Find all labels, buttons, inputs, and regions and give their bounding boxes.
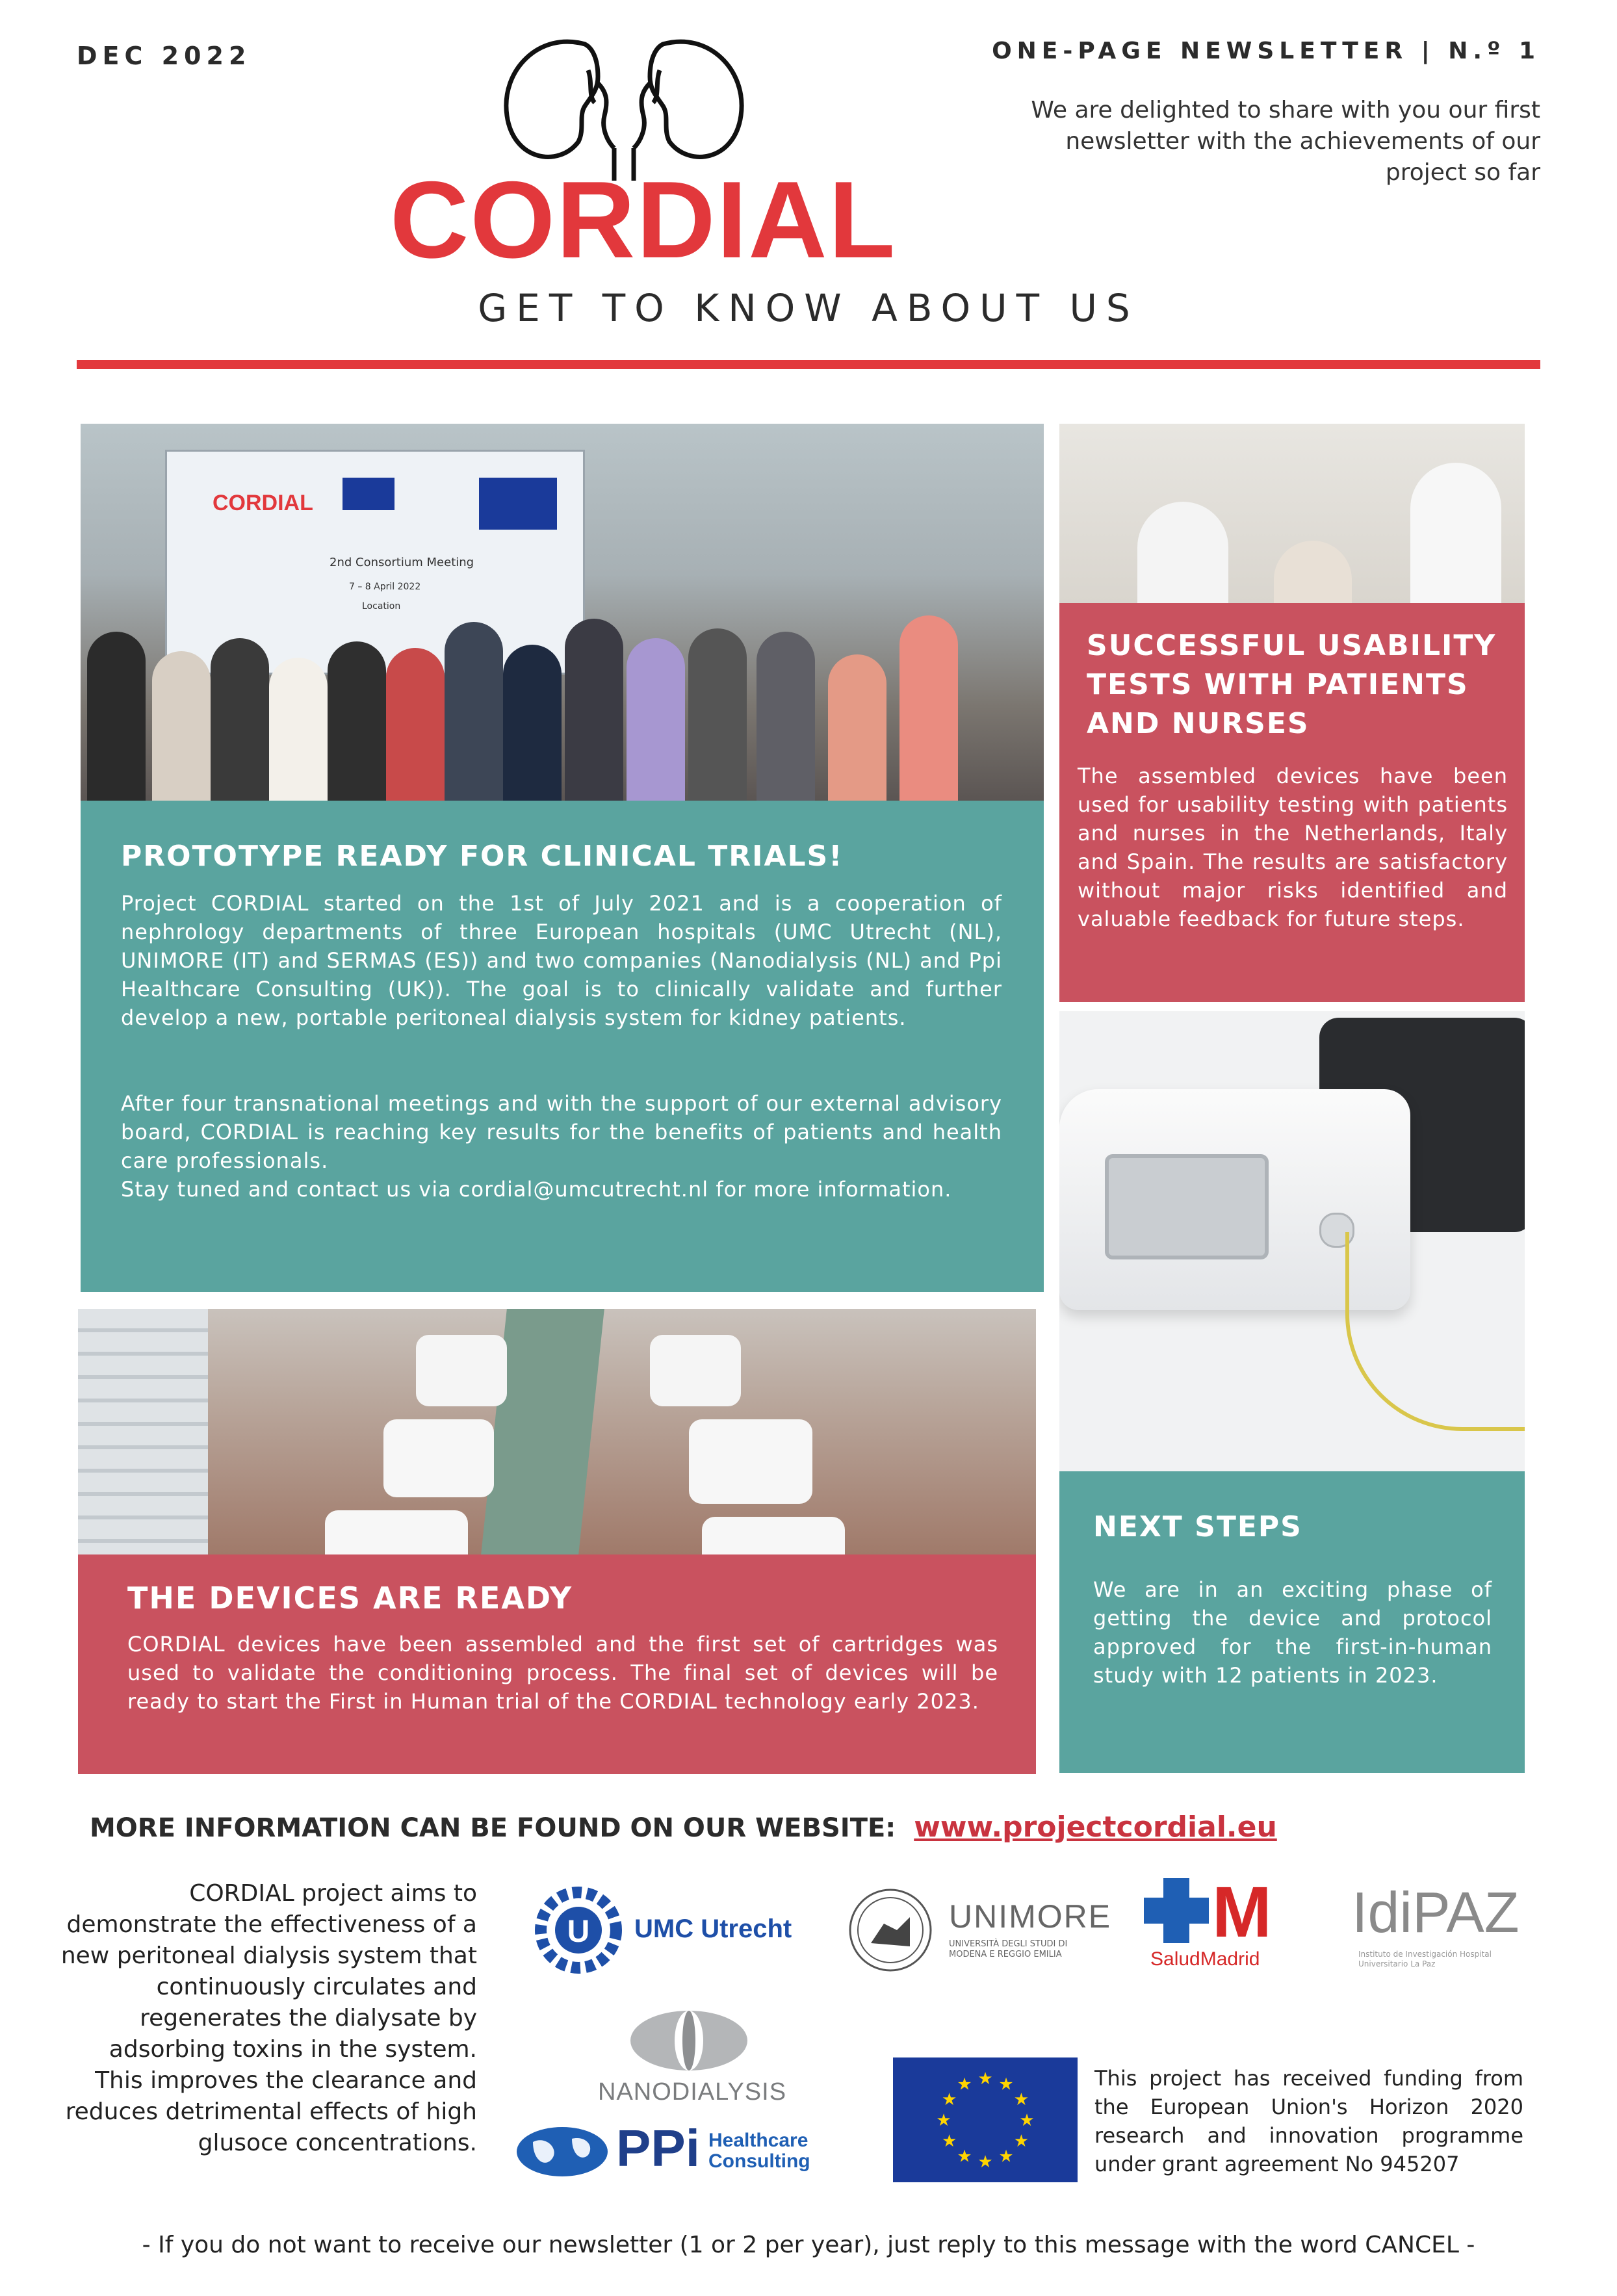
idipaz-text: IdiPAZ bbox=[1352, 1880, 1520, 1944]
ppi-globe-icon bbox=[513, 2122, 611, 2181]
person bbox=[152, 651, 211, 801]
eu-flag bbox=[893, 2057, 1078, 2182]
person bbox=[757, 632, 815, 801]
salud-madrid-logo bbox=[1144, 1872, 1293, 1976]
funding-statement: This project has received funding from the European Union's Horizon 2020 research and innovation programme under grant agreement No 945207 bbox=[1094, 2066, 1523, 2176]
newsletter-title: ONE-PAGE NEWSLETTER | N.º 1 bbox=[992, 38, 1540, 64]
person bbox=[503, 645, 562, 801]
person bbox=[1274, 541, 1352, 603]
nanodialysis-logo bbox=[585, 2008, 793, 2106]
person bbox=[87, 632, 146, 801]
device-unit bbox=[416, 1335, 507, 1406]
unimore-seal-icon bbox=[845, 1885, 936, 1976]
idipaz-subtitle: Instituto de Investigación Hospital Universitario La Paz bbox=[1358, 1950, 1492, 1968]
person bbox=[627, 638, 685, 801]
svg-text:U: U bbox=[567, 1915, 590, 1949]
device-tubing bbox=[1345, 1232, 1525, 1431]
newsletter-date: DEC 2022 bbox=[77, 42, 252, 70]
dialysis-device-photo bbox=[1059, 1011, 1525, 1471]
umc-utrecht-icon bbox=[533, 1885, 624, 1976]
prototype-paragraph-3: Stay tuned and contact us via cordial@umcutrecht.nl for more information. bbox=[121, 1177, 952, 1202]
nanodialysis-icon bbox=[624, 2008, 754, 2073]
eu-star-icon: ★ bbox=[998, 2147, 1014, 2167]
prototype-title: PROTOTYPE READY FOR CLINICAL TRIALS! bbox=[121, 840, 844, 873]
slide-title: 2nd Consortium Meeting bbox=[330, 556, 474, 569]
person bbox=[386, 648, 445, 801]
nanodialysis-text: NANODIALYSIS bbox=[598, 2078, 787, 2106]
person bbox=[1410, 463, 1501, 603]
eu-star-icon: ★ bbox=[1013, 2090, 1029, 2109]
device-unit bbox=[650, 1335, 741, 1406]
device-unit bbox=[325, 1510, 468, 1554]
header-divider bbox=[77, 360, 1540, 369]
person bbox=[269, 658, 328, 801]
project-aims: CORDIAL project aims to demonstrate the effectiveness of a new peritoneal dialysis system that continuously circulates and regenerates the dialysate by adsorbing toxins in the system. This improves the clearance and reduces detrimental effects of high glusoce concentrations. bbox=[60, 1880, 477, 2156]
slide-eu-flag bbox=[479, 478, 557, 530]
usability-test-photo bbox=[1059, 424, 1525, 603]
prototype-paragraph-1: Project CORDIAL started on the 1st of July 2021 and is a cooperation of nephrology departments of three European hospitals (UMC Utrecht (NL), UNIMORE (IT) and SERMAS (ES)) and two companies (Nanodialysis (NL) and Ppi Healthcare Consulting (UK)). The goal is to clinically validate and further develop a new, portable peritoneal dialysis system for kidney patients. bbox=[121, 891, 1002, 1030]
tagline: GET TO KNOW ABOUT US bbox=[478, 286, 1139, 330]
device-unit bbox=[702, 1517, 845, 1554]
eu-star-icon: ★ bbox=[1013, 2132, 1029, 2151]
unimore-text bbox=[949, 1898, 1111, 1935]
next-steps-title: NEXT STEPS bbox=[1093, 1510, 1302, 1543]
slide-dates: 7 – 8 April 2022 bbox=[349, 582, 421, 592]
prototype-paragraph-2: After four transnational meetings and with the support of our external advisory board, CORDIAL is reaching key results for the benefits of patients and health care professionals. bbox=[121, 1091, 1002, 1173]
devices-title: THE DEVICES ARE READY bbox=[127, 1580, 573, 1616]
eu-stars-icon bbox=[893, 2057, 1078, 2182]
assembled-devices-photo bbox=[78, 1309, 1036, 1554]
intro-text: We are delighted to share with you our first newsletter with the achievements of our project so far bbox=[1031, 97, 1540, 186]
ppi-logo bbox=[513, 2119, 832, 2190]
person bbox=[565, 619, 623, 801]
eu-star-icon: ★ bbox=[998, 2074, 1014, 2095]
website-label: MORE INFORMATION CAN BE FOUND ON OUR WEBSITE: bbox=[90, 1813, 896, 1843]
usability-body: The assembled devices have been used for usability testing with patients and nurses in the Netherlands, Italy and Spain. The results are satisfactory without major risks identified and valuable feedback for future steps. bbox=[1078, 764, 1508, 931]
eu-star-icon: ★ bbox=[941, 2090, 957, 2109]
ppi-text: PPi bbox=[616, 2119, 700, 2177]
unsubscribe-note: - If you do not want to receive our newsletter (1 or 2 per year), just reply to this message with the word CANCEL - bbox=[142, 2232, 1475, 2258]
device-screen bbox=[1105, 1154, 1269, 1259]
devices-ready-section bbox=[78, 1554, 1036, 1774]
devices-body: CORDIAL devices have been assembled and the first set of cartridges was used to validate the conditioning process. The final set of devices will be ready to start the First in Human trial of the CORDIAL technology early 2023. bbox=[127, 1632, 998, 1714]
person bbox=[899, 615, 958, 801]
umc-utrecht-logo bbox=[533, 1885, 806, 1982]
next-steps-body: We are in an exciting phase of getting the device and protocol approved for the first-in-human study with 12 patients in 2023. bbox=[1093, 1577, 1492, 1688]
salud-madrid-text: SaludMadrid bbox=[1150, 1948, 1260, 1970]
umc-utrecht-text: UMC Utrecht bbox=[634, 1915, 792, 1943]
device-unit bbox=[383, 1419, 494, 1497]
eu-star-icon: ★ bbox=[1019, 2111, 1035, 2130]
eu-star-icon: ★ bbox=[936, 2111, 951, 2130]
usability-title: SUCCESSFUL USABILITY TESTS WITH PATIENTS AND NURSES bbox=[1087, 629, 1497, 740]
unimore-logo bbox=[845, 1885, 1118, 1982]
svg-text:M: M bbox=[1212, 1872, 1272, 1943]
unimore-subtitle: UNIVERSITÀ DEGLI STUDI DI MODENA E REGGIO EMILIA bbox=[949, 1939, 1068, 1959]
person bbox=[688, 628, 747, 801]
eu-star-icon: ★ bbox=[957, 2074, 972, 2095]
eu-star-icon: ★ bbox=[977, 2069, 993, 2089]
person bbox=[445, 622, 503, 801]
slide-location: Location bbox=[362, 601, 401, 612]
salud-madrid-icon bbox=[1144, 1872, 1287, 1943]
consortium-meeting-photo bbox=[81, 424, 1044, 801]
website-line bbox=[90, 1811, 1277, 1844]
next-steps-section bbox=[1059, 1471, 1525, 1773]
person bbox=[328, 641, 386, 801]
person bbox=[1137, 502, 1228, 603]
logo-wordmark: CORDIAL bbox=[390, 159, 897, 281]
eu-star-icon: ★ bbox=[957, 2147, 972, 2167]
website-link[interactable]: www.projectcordial.eu bbox=[914, 1811, 1277, 1844]
slide-logo: CORDIAL bbox=[213, 491, 313, 515]
person bbox=[828, 654, 886, 801]
eu-star-icon: ★ bbox=[941, 2132, 957, 2151]
shelving bbox=[78, 1309, 208, 1554]
eu-star-icon: ★ bbox=[977, 2152, 993, 2172]
device-unit bbox=[689, 1419, 812, 1504]
person bbox=[211, 638, 269, 801]
cordial-logo bbox=[390, 31, 897, 281]
idipaz-logo bbox=[1352, 1879, 1534, 1977]
usability-section bbox=[1059, 603, 1525, 1002]
slide-eu-flag-small bbox=[343, 478, 395, 510]
unimore-name: UNIMORE bbox=[949, 1898, 1112, 1935]
ppi-subtitle: Healthcare Consulting bbox=[708, 2130, 810, 2172]
prototype-section bbox=[81, 801, 1044, 1292]
